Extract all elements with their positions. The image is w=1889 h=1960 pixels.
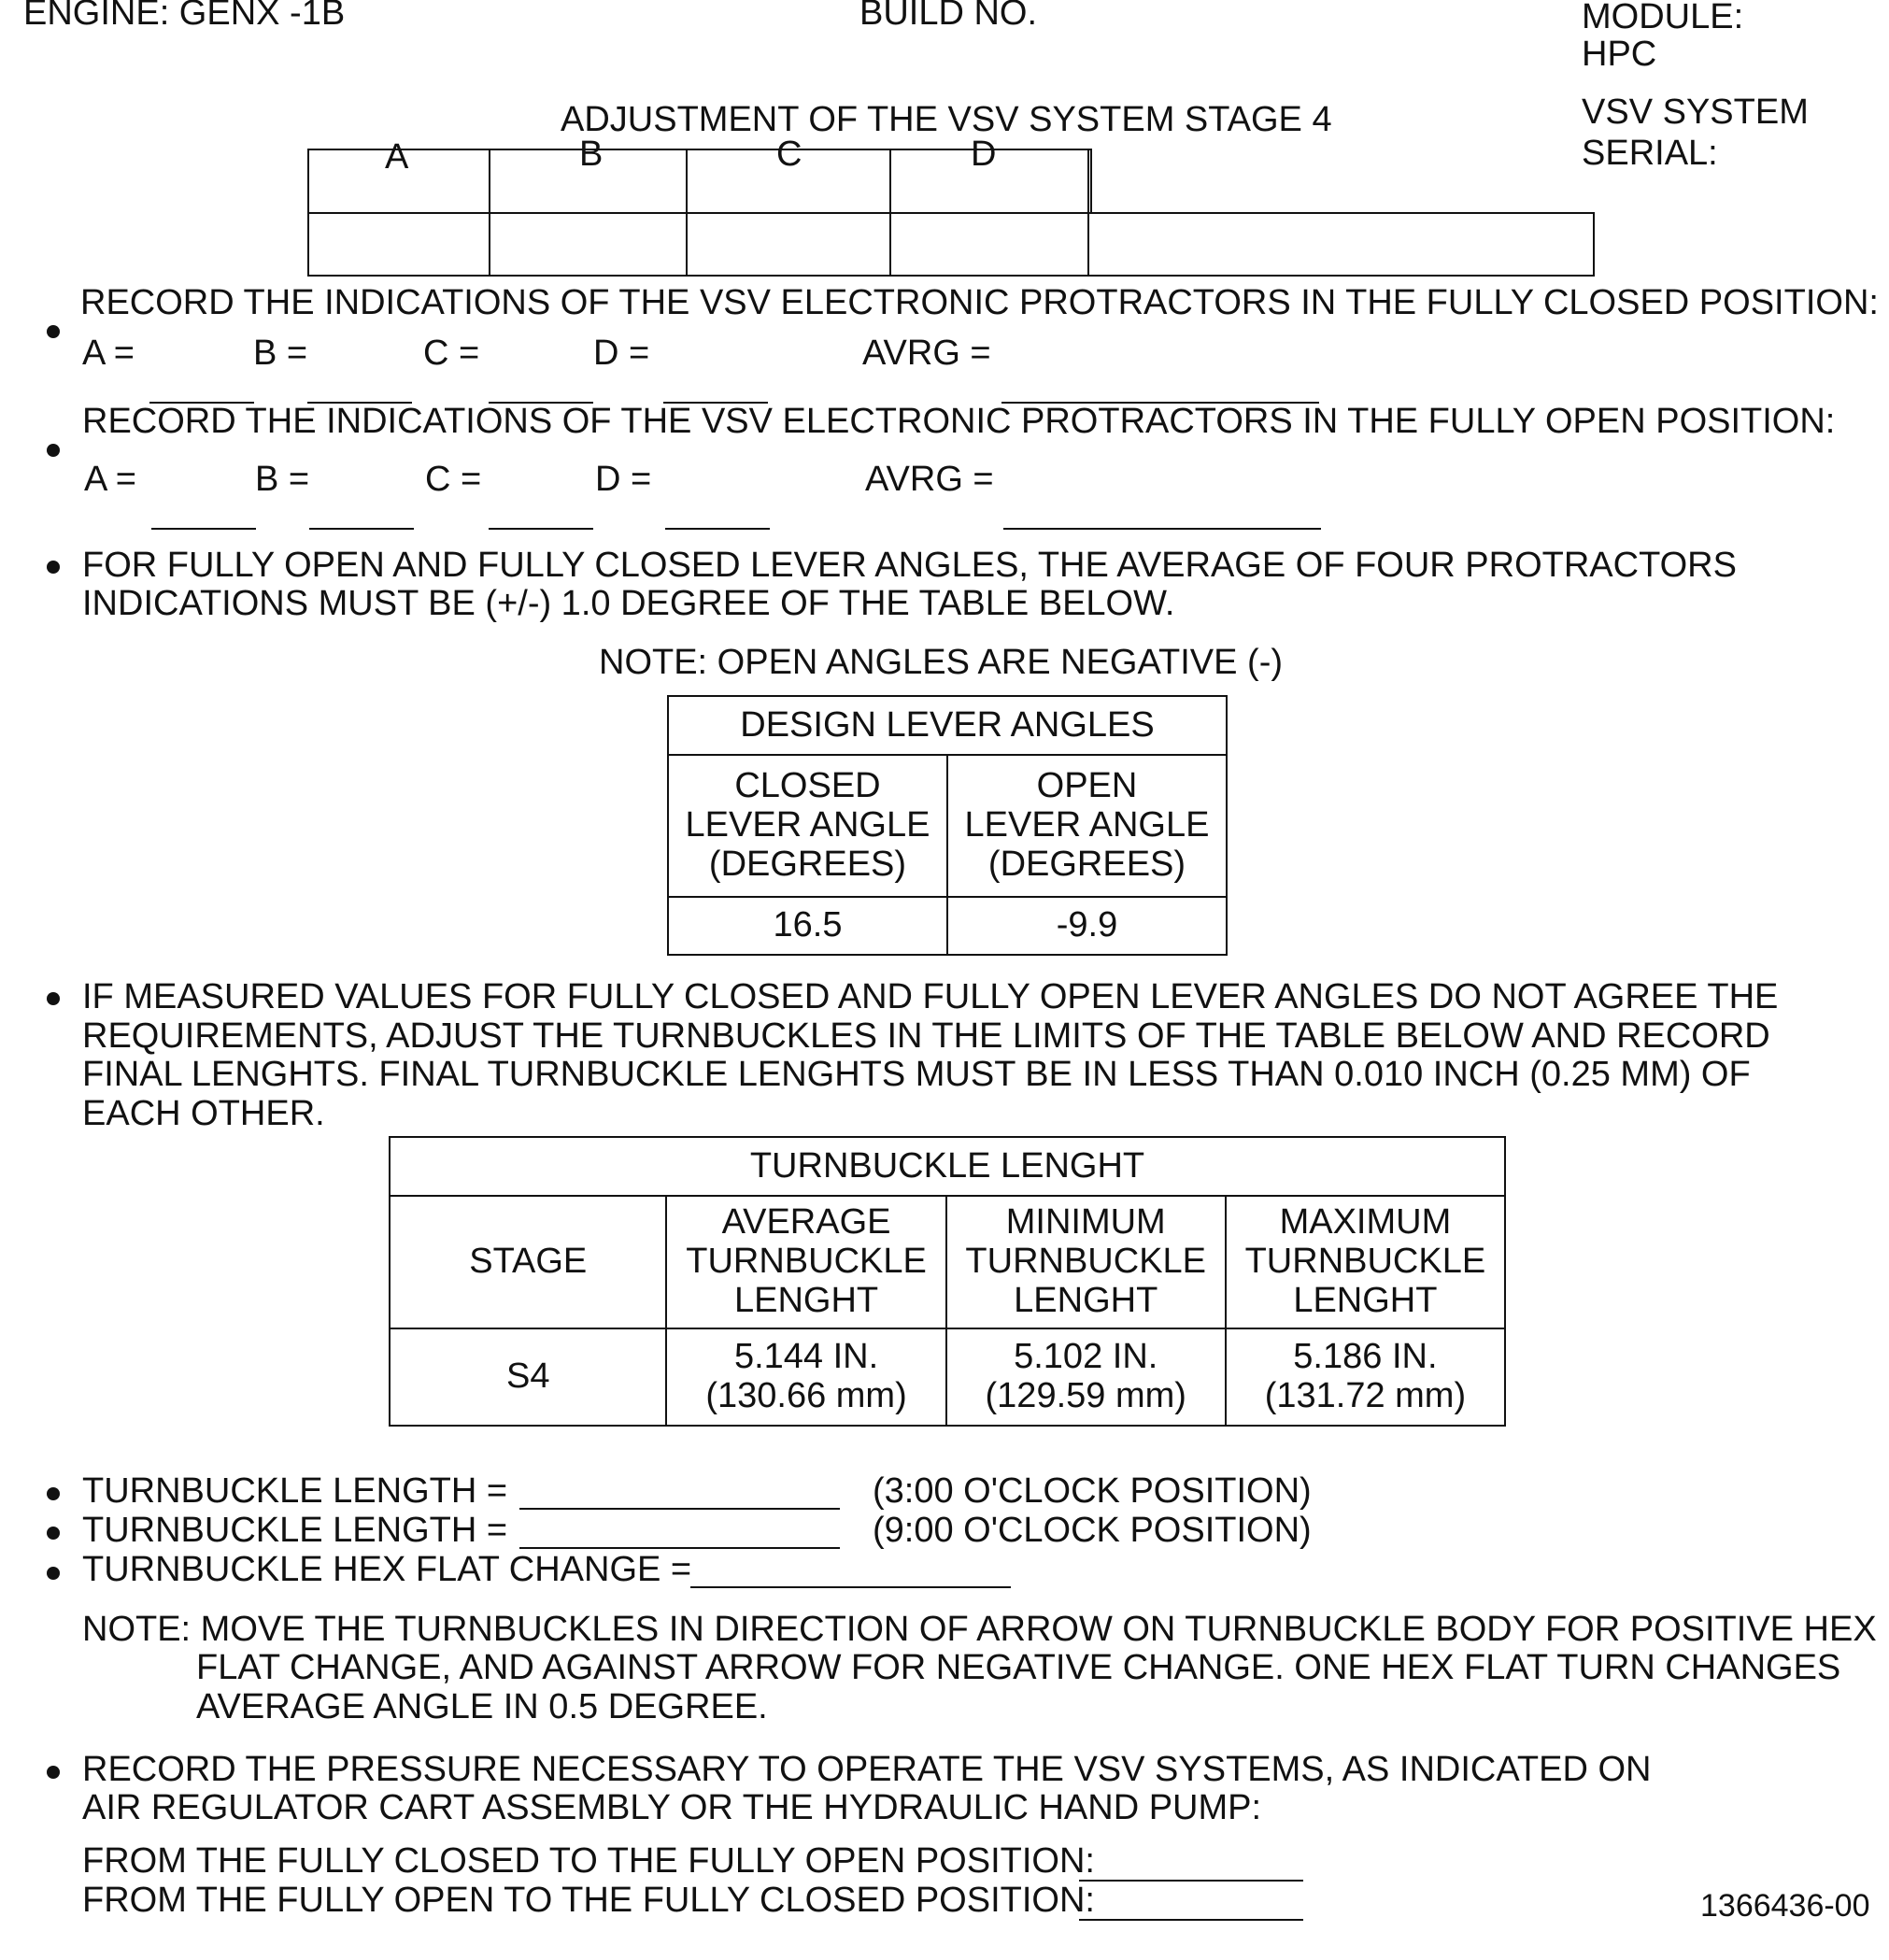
closed-b-label: B = [253, 334, 308, 373]
design-lever-angles-table [667, 695, 1228, 956]
minimum-length-header: MINIMUM TURNBUCKLE LENGHT [946, 1196, 1226, 1328]
turnbuckle-rule-line1: IF MEASURED VALUES FOR FULLY CLOSED AND FULLY OPEN LEVER ANGLES DO NOT AGREE THE [82, 977, 1779, 1016]
closed-avrg-label: AVRG = [862, 334, 991, 373]
closed-lever-angle-value: 16.5 [668, 897, 947, 955]
closed-a-label: A = [82, 334, 135, 373]
turnbuckle-rule-line2: REQUIREMENTS, ADJUST THE TURNBUCKLES IN THE LIMITS OF THE TABLE BELOW AND RECORD [82, 1016, 1770, 1056]
hex-flat-change-label: TURNBUCKLE HEX FLAT CHANGE = [82, 1550, 692, 1589]
turnbuckle-rule-line4: EACH OTHER. [82, 1094, 325, 1133]
top-table-col-c: C [776, 135, 802, 174]
bullet [47, 1567, 60, 1580]
note-open-angles: NOTE: OPEN ANGLES ARE NEGATIVE (-) [599, 643, 1284, 682]
design-table-title: DESIGN LEVER ANGLES [668, 696, 1227, 755]
turnbuckle-length-3-label: TURNBUCKLE LENGTH = [82, 1471, 508, 1511]
open-d-field[interactable] [665, 528, 770, 530]
open-c-label: C = [425, 460, 482, 499]
turnbuckle-length-table [389, 1136, 1506, 1427]
turnbuckle-length-3-field[interactable] [519, 1508, 840, 1510]
stage-header: STAGE [390, 1196, 666, 1328]
closed-lever-angle-header: CLOSED LEVER ANGLE (DEGREES) [668, 755, 947, 897]
average-length-header: AVERAGE TURNBUCKLE LENGHT [666, 1196, 945, 1328]
closed-to-open-label: FROM THE FULLY CLOSED TO THE FULLY OPEN POSITION: [82, 1841, 1095, 1881]
top-table-col-b: B [579, 135, 604, 174]
bullet [47, 325, 60, 338]
note-hex-line2: FLAT CHANGE, AND AGAINST ARROW FOR NEGATIVE CHANGE. ONE HEX FLAT TURN CHANGES [196, 1648, 1841, 1687]
open-lever-angle-value: -9.9 [947, 897, 1227, 955]
top-table-col-a: A [385, 137, 409, 177]
open-to-closed-label: FROM THE FULLY OPEN TO THE FULLY CLOSED POSITION: [82, 1881, 1095, 1920]
document-number: 1366436-00 [1700, 1888, 1870, 1924]
open-to-closed-field[interactable] [1079, 1919, 1303, 1921]
average-rule-line1: FOR FULLY OPEN AND FULLY CLOSED LEVER ANGLES, THE AVERAGE OF FOUR PROTRACTORS [82, 546, 1737, 585]
build-no-label: BUILD NO. [859, 0, 1038, 33]
engine-label: ENGINE: GENX -1B [23, 0, 346, 33]
page-title: ADJUSTMENT OF THE VSV SYSTEM STAGE 4 [561, 100, 1332, 139]
open-avrg-field[interactable] [1003, 528, 1321, 530]
module-value: HPC [1582, 35, 1657, 74]
maximum-length-header: MAXIMUM TURNBUCKLE LENGHT [1226, 1196, 1505, 1328]
pressure-line1: RECORD THE PRESSURE NECESSARY TO OPERATE THE VSV SYSTEMS, AS INDICATED ON [82, 1750, 1652, 1789]
minimum-length-value: 5.102 IN. (129.59 mm) [946, 1328, 1226, 1426]
bullet [47, 1527, 60, 1540]
open-b-field[interactable] [309, 528, 414, 530]
note-hex-line3: AVERAGE ANGLE IN 0.5 DEGREE. [196, 1687, 768, 1726]
record-open-text: RECORD THE INDICATIONS OF THE VSV ELECTRONIC PROTRACTORS IN THE FULLY OPEN POSITION: [82, 402, 1836, 441]
average-length-value: 5.144 IN. (130.66 mm) [666, 1328, 945, 1426]
bullet [47, 992, 60, 1005]
top-table-col-d: D [971, 135, 997, 174]
open-d-label: D = [595, 460, 652, 499]
closed-d-label: D = [593, 334, 650, 373]
vsv-system-label: VSV SYSTEM [1582, 92, 1809, 132]
note-hex-line1: NOTE: MOVE THE TURNBUCKLES IN DIRECTION OF ARROW ON TURNBUCKLE BODY FOR POSITIVE HEX [82, 1610, 1877, 1649]
module-label: MODULE: [1582, 0, 1744, 36]
open-a-field[interactable] [151, 528, 256, 530]
open-b-label: B = [255, 460, 310, 499]
stage-value: S4 [390, 1328, 666, 1426]
maximum-length-value: 5.186 IN. (131.72 mm) [1226, 1328, 1505, 1426]
closed-to-open-field[interactable] [1079, 1880, 1303, 1882]
open-c-field[interactable] [489, 528, 593, 530]
bullet [47, 561, 60, 574]
record-closed-text: RECORD THE INDICATIONS OF THE VSV ELECTRONIC PROTRACTORS IN THE FULLY CLOSED POSITION: [80, 283, 1879, 322]
closed-c-label: C = [423, 334, 480, 373]
turnbuckle-table-title: TURNBUCKLE LENGHT [390, 1137, 1505, 1196]
position-9-label: (9:00 O'CLOCK POSITION) [873, 1511, 1312, 1550]
open-lever-angle-header: OPEN LEVER ANGLE (DEGREES) [947, 755, 1227, 897]
bullet [47, 444, 60, 457]
turnbuckle-length-9-field[interactable] [519, 1547, 840, 1549]
bullet [47, 1487, 60, 1500]
pressure-line2: AIR REGULATOR CART ASSEMBLY OR THE HYDRAULIC HAND PUMP: [82, 1788, 1262, 1827]
serial-label: SERIAL: [1582, 134, 1718, 173]
turnbuckle-length-9-label: TURNBUCKLE LENGTH = [82, 1511, 508, 1550]
open-avrg-label: AVRG = [865, 460, 994, 499]
turnbuckle-rule-line3: FINAL LENGHTS. FINAL TURNBUCKLE LENGHTS MUST BE IN LESS THAN 0.010 INCH (0.25 MM) OF [82, 1055, 1751, 1094]
bullet [47, 1766, 60, 1779]
hex-flat-change-field[interactable] [690, 1586, 1011, 1588]
average-rule-line2: INDICATIONS MUST BE (+/-) 1.0 DEGREE OF THE TABLE BELOW. [82, 584, 1175, 623]
open-a-label: A = [84, 460, 136, 499]
position-3-label: (3:00 O'CLOCK POSITION) [873, 1471, 1312, 1511]
